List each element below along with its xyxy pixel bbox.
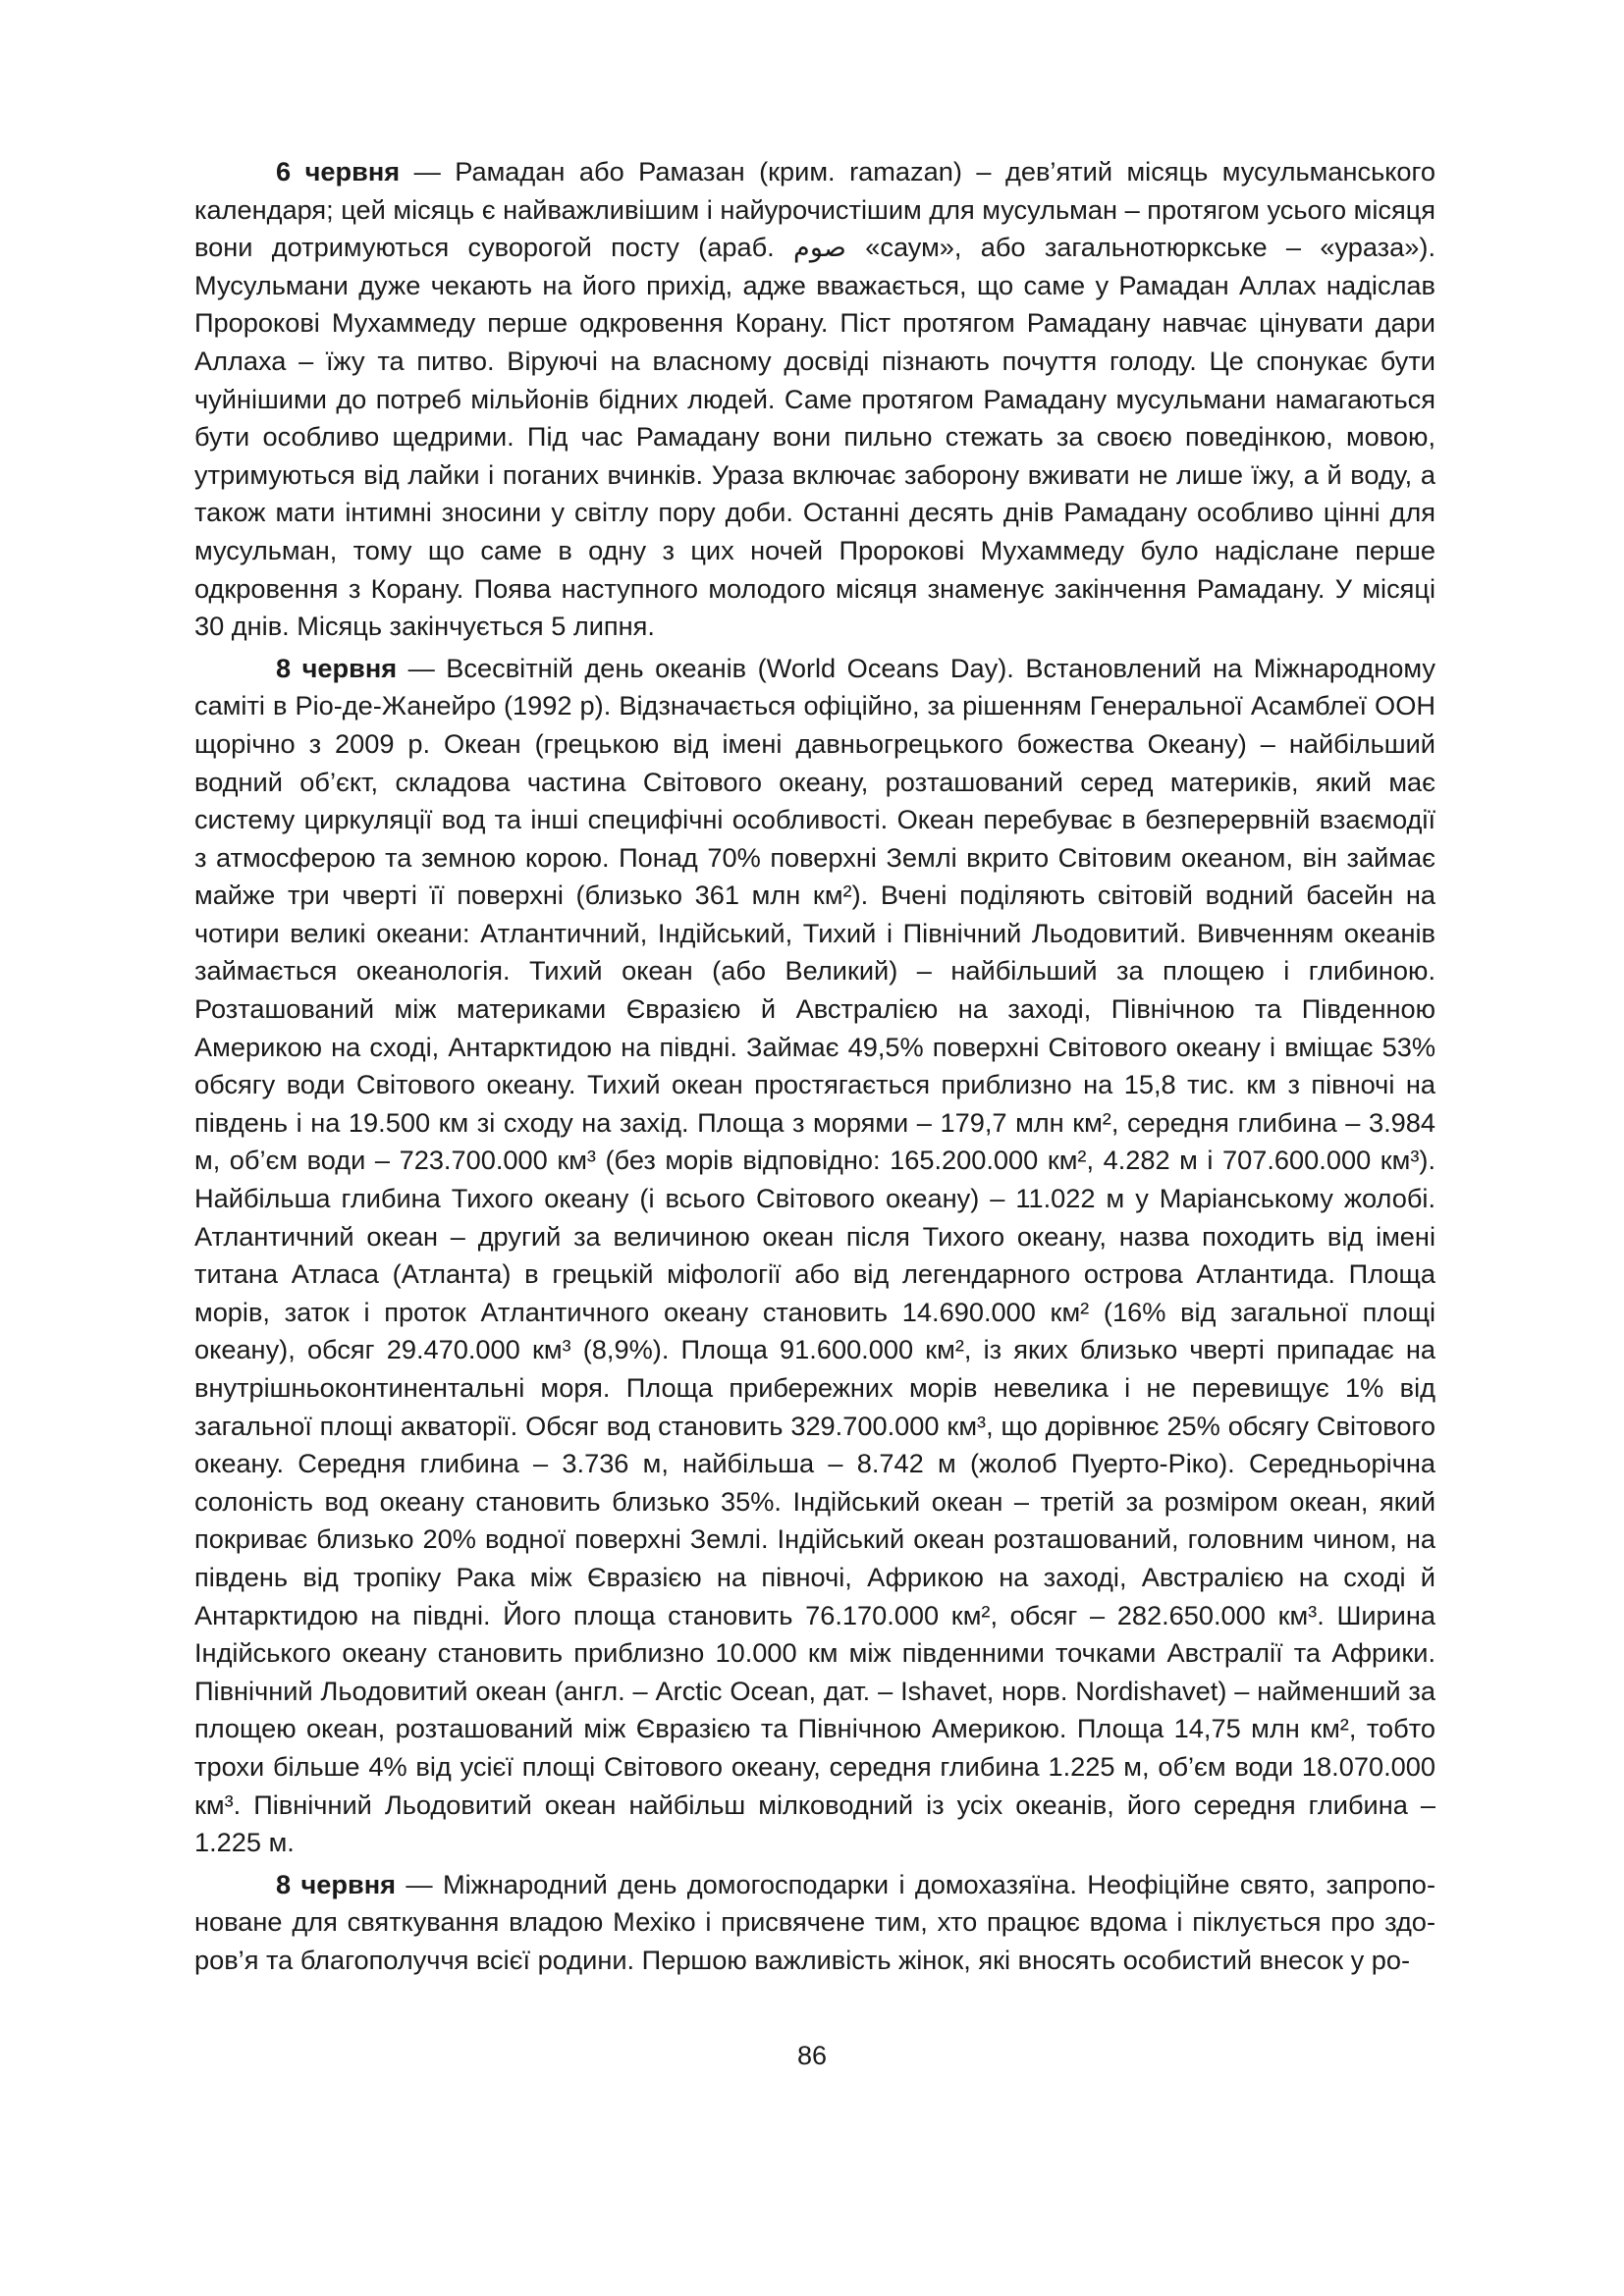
page-body — [194, 153, 1435, 1984]
entry-date: 8 червня — [276, 652, 398, 683]
entry-date: 6 червня — [276, 156, 401, 187]
entry-text: — Міжнародний день домогосподарки і домохазяїна. Неофіційне свято, запропоноване для святкування владою Мехіко і присвячене тим, хто працює вдома і піклується про здоров’я та благополуччя всієї родини. Першою важливість жінок, які вносять особистий внесок у ро- — [194, 1868, 1435, 1975]
entry-date: 8 червня — [276, 1868, 397, 1899]
page-number: 86 — [796, 2041, 828, 2070]
entry-world-oceans-day — [194, 650, 1435, 1862]
entry-homemaker-day — [194, 1866, 1435, 1980]
entry-ramadan — [194, 153, 1435, 646]
entry-text: — Всесвітній день океанів (World Oceans Day). Встановлений на Міжнародному саміті в Ріо-де-Жанейро (1992 р). Відзначається офіційно, за рішенням Генеральної Асамблеї ООН щорічно з 2009 р. Океан (грецькою від імені давньогрецького божества Океану) – найбільший водний об’єкт, складова частина Світового океану, розташований серед материків, який має систему циркуляції вод та інші специфічні особливості. Океан перебуває в безперервній взаємодії з атмосферою та земною корою. Понад 70% поверхні Землі вкрито Світовим океаном, він займає майже три чверті її поверхні (близько 361 млн км²). Вчені поділяють світовій водний басейн на чотири великі океани: Атлантичний, Індійський, Тихий і Північний Льодовитий. Вивченням океанів займається океанологія. Тихий океан (або Великий) – найбільший за площею і глибиною. Розташований між материками Євразією й Австралією на заході, Північною та Південною Америкою на сході, Антарктидою на півдні. Займає 49,5% поверхні Світового океану і вміщає 53% обсягу води Світового океану. Тихий океан простягається приблизно на 15,8 тис. км з півночі на південь і на 19.500 км зі сходу на захід. Площа з морями – 179,7 млн км², середня глибина – 3.984 м, об’єм води – 723.700.000 км³ (без морів відповідно: 165.200.000 км², 4.282 м і 707.600.000 км³). Найбільша глибина Тихого океану (і всього Світового океану) – 11.022 м у Маріанському жолобі. Атлантичний океан – другий за величиною океан після Тихого океану, назва походить від імені титана Атласа (Атланта) в грецькій міфології або від легендарного острова Атлантида. Площа морів, заток і проток Атлантичного океану становить 14.690.000 км² (16% від загальної площі океану), обсяг 29.470.000 км³ (8,9%). Площа 91.600.000 км², із яких близько чверті припадає на внутрішньоконтинентальні моря. Площа прибережних морів невелика і не перевищує 1% від загальної площі акваторії. Обсяг вод становить 329.700.000 км³, що дорівнює 25% обсягу Світового океану. Середня глибина – 3.736 м, найбільша – 8.742 м (жолоб Пуерто-Ріко). Середньорічна солоність вод океану становить близько 35%. Індійський океан – третій за розміром океан, який покриває близько 20% водної поверхні Землі. Індійський океан розташований, головним чином, на південь від тропіку Рака між Євразією на півночі, Африкою на заході, Австралією на сході й Антарктидою на півдні. Його площа становить 76.170.000 км², обсяг – 282.650.000 км³. Ширина Індійського океану становить приблизно 10.000 км між південними точками Австралії та Африки. Північний Льодовитий океан (англ. – Arctic Ocean, дат. – Ishavet, норв. Nordishavet) – найменший за площею океан, розташований між Євразією та Північною Америкою. Площа 14,75 млн км², тобто трохи більше 4% від усієї площі Світового океану, середня глибина 1.225 м, об’єм води 18.070.000 км³. Північний Льодовитий океан найбільш мілководний із усіх океанів, його середня глибина – 1.225 м. — [194, 652, 1435, 1858]
entry-text: — Рамадан або Рамазан (крим. ramazan) – дев’ятий місяць мусульманського календаря; цей місяць є найважливішим і найурочистішим для мусульман – протягом усього місяця вони дотримуються суворогой посту (араб. صوم «саум», або загальнотюркське – «ураза»). Мусульмани дуже чекають на його прихід, адже вважається, що саме у Рамадан Аллах надіслав Пророкові Мухаммеду перше одкровення Корану. Піст протягом Рамадану навчає цінувати дари Аллаха – їжу та питво. Віруючі на власному досвіді пізнають почуття голоду. Це спонукає бути чуйнішими до потреб мільйонів бідних людей. Саме протягом Рамадану мусульмани намагаються бути особливо щедрими. Під час Рамадану вони пильно стежать за своєю поведінкою, мовою, утримуються від лайки і поганих вчинків. Ураза включає заборону вживати не лише їжу, а й воду, а також мати інтимні зносини у світлу пору доби. Останні десять днів Рамадану особливо цінні для мусульман, тому що саме в одну з цих ночей Пророкові Мухаммеду було надіслане перше одкровення з Корану. Поява наступного молодого місяця знаменує закінчення Рамадану. У місяці 30 днів. Місяць закінчується 5 липня. — [194, 156, 1435, 642]
